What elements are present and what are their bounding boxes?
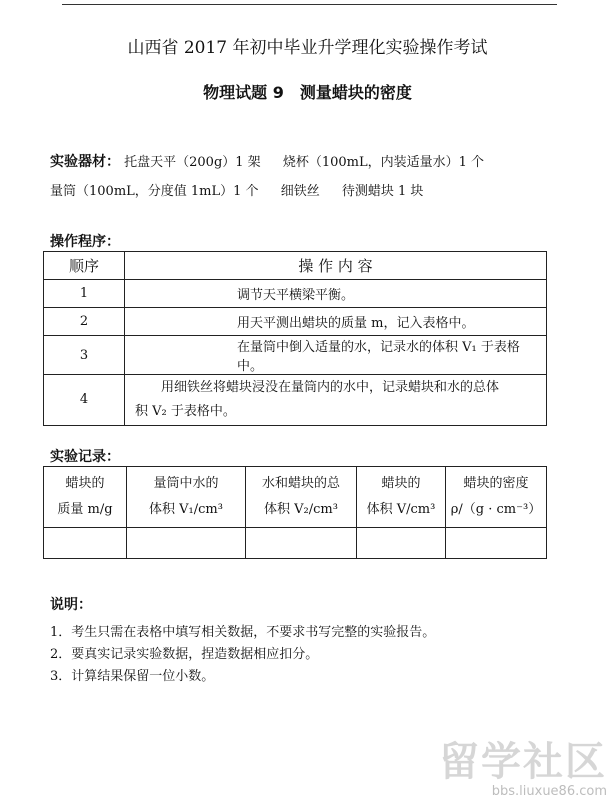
procedure-header-row — [44, 252, 547, 280]
header-content: 操 作 内 容 — [125, 252, 547, 280]
record-header — [446, 467, 547, 528]
material-item: 烧杯（100mL，内装适量水）1 个 — [282, 155, 485, 170]
record-header-line: 体积 V₁/cm³ — [149, 502, 223, 517]
record-header-line: 体积 V/cm³ — [366, 502, 436, 517]
record-cell-volume[interactable] — [357, 528, 446, 559]
material-item: 托盘天平（200g）1 架 — [124, 155, 261, 170]
subject-title: 物理试题 9 测量蜡块的密度 — [203, 83, 412, 102]
procedure-table — [43, 251, 547, 426]
note-item: 1．考生只需在表格中填写相关数据，不要求书写完整的实验报告。 — [50, 625, 436, 640]
record-cell-mass[interactable] — [44, 528, 127, 559]
step-number: 4 — [44, 375, 125, 426]
record-header-row — [44, 467, 547, 528]
record-header-line: 蜡块的密度 — [463, 476, 529, 491]
step-text — [125, 375, 547, 426]
exam-title: 山西省 2017 年初中毕业升学理化实验操作考试 — [127, 38, 488, 58]
materials-line-2 — [50, 180, 423, 199]
record-cell-v1[interactable] — [127, 528, 246, 559]
step-text-line: 积 V₂ 于表格中。 — [135, 404, 236, 419]
record-header — [127, 467, 246, 528]
watermark-url: bbs.liuxue86.com — [491, 784, 607, 799]
table-row — [44, 308, 547, 336]
step-number: 2 — [44, 308, 125, 336]
record-header-line: 体积 V₂/cm³ — [264, 502, 338, 517]
procedure-label: 操作程序： — [50, 234, 120, 250]
note-item: 3．计算结果保留一位小数。 — [50, 669, 215, 684]
material-item: 量筒（100mL，分度值 1mL）1 个 — [50, 184, 259, 199]
record-header-line: 水和蜡块的总 — [261, 476, 340, 491]
record-header-line: 蜡块的 — [381, 476, 421, 491]
record-cell-v2[interactable] — [246, 528, 357, 559]
record-header-line: 质量 m/g — [57, 502, 113, 517]
table-row — [44, 336, 547, 375]
step-text: 调节天平横梁平衡。 — [125, 280, 547, 308]
materials-label: 实验器材： — [50, 154, 120, 170]
record-cell-density[interactable] — [446, 528, 547, 559]
materials-line-1 — [50, 151, 484, 171]
record-header-line: 量筒中水的 — [153, 476, 219, 491]
record-header — [357, 467, 446, 528]
notes-label: 说明： — [50, 597, 92, 613]
step-text-line: 用细铁丝将蜡块浸没在量筒内的水中，记录蜡块和水的总体 — [161, 380, 500, 395]
watermark — [439, 740, 607, 799]
top-rule — [62, 4, 557, 5]
record-header-line: ρ/（g · cm⁻³） — [450, 502, 542, 517]
watermark-brand: 留学社区 — [439, 739, 607, 785]
note-item: 2．要真实记录实验数据，捏造数据相应扣分。 — [50, 647, 319, 662]
step-text: 在量筒中倒入适量的水，记录水的体积 V₁ 于表格中。 — [125, 336, 547, 375]
material-item: 细铁丝 — [280, 184, 320, 199]
table-row — [44, 528, 547, 559]
material-item: 待测蜡块 1 块 — [341, 184, 424, 199]
record-header — [44, 467, 127, 528]
step-number: 3 — [44, 336, 125, 375]
table-row — [44, 375, 547, 426]
header-order: 顺序 — [44, 252, 125, 280]
record-header-line: 蜡块的 — [65, 476, 105, 491]
record-header — [246, 467, 357, 528]
record-table — [43, 466, 547, 559]
step-number: 1 — [44, 280, 125, 308]
record-label: 实验记录： — [50, 449, 120, 465]
table-row — [44, 280, 547, 308]
step-text: 用天平测出蜡块的质量 m，记入表格中。 — [125, 308, 547, 336]
